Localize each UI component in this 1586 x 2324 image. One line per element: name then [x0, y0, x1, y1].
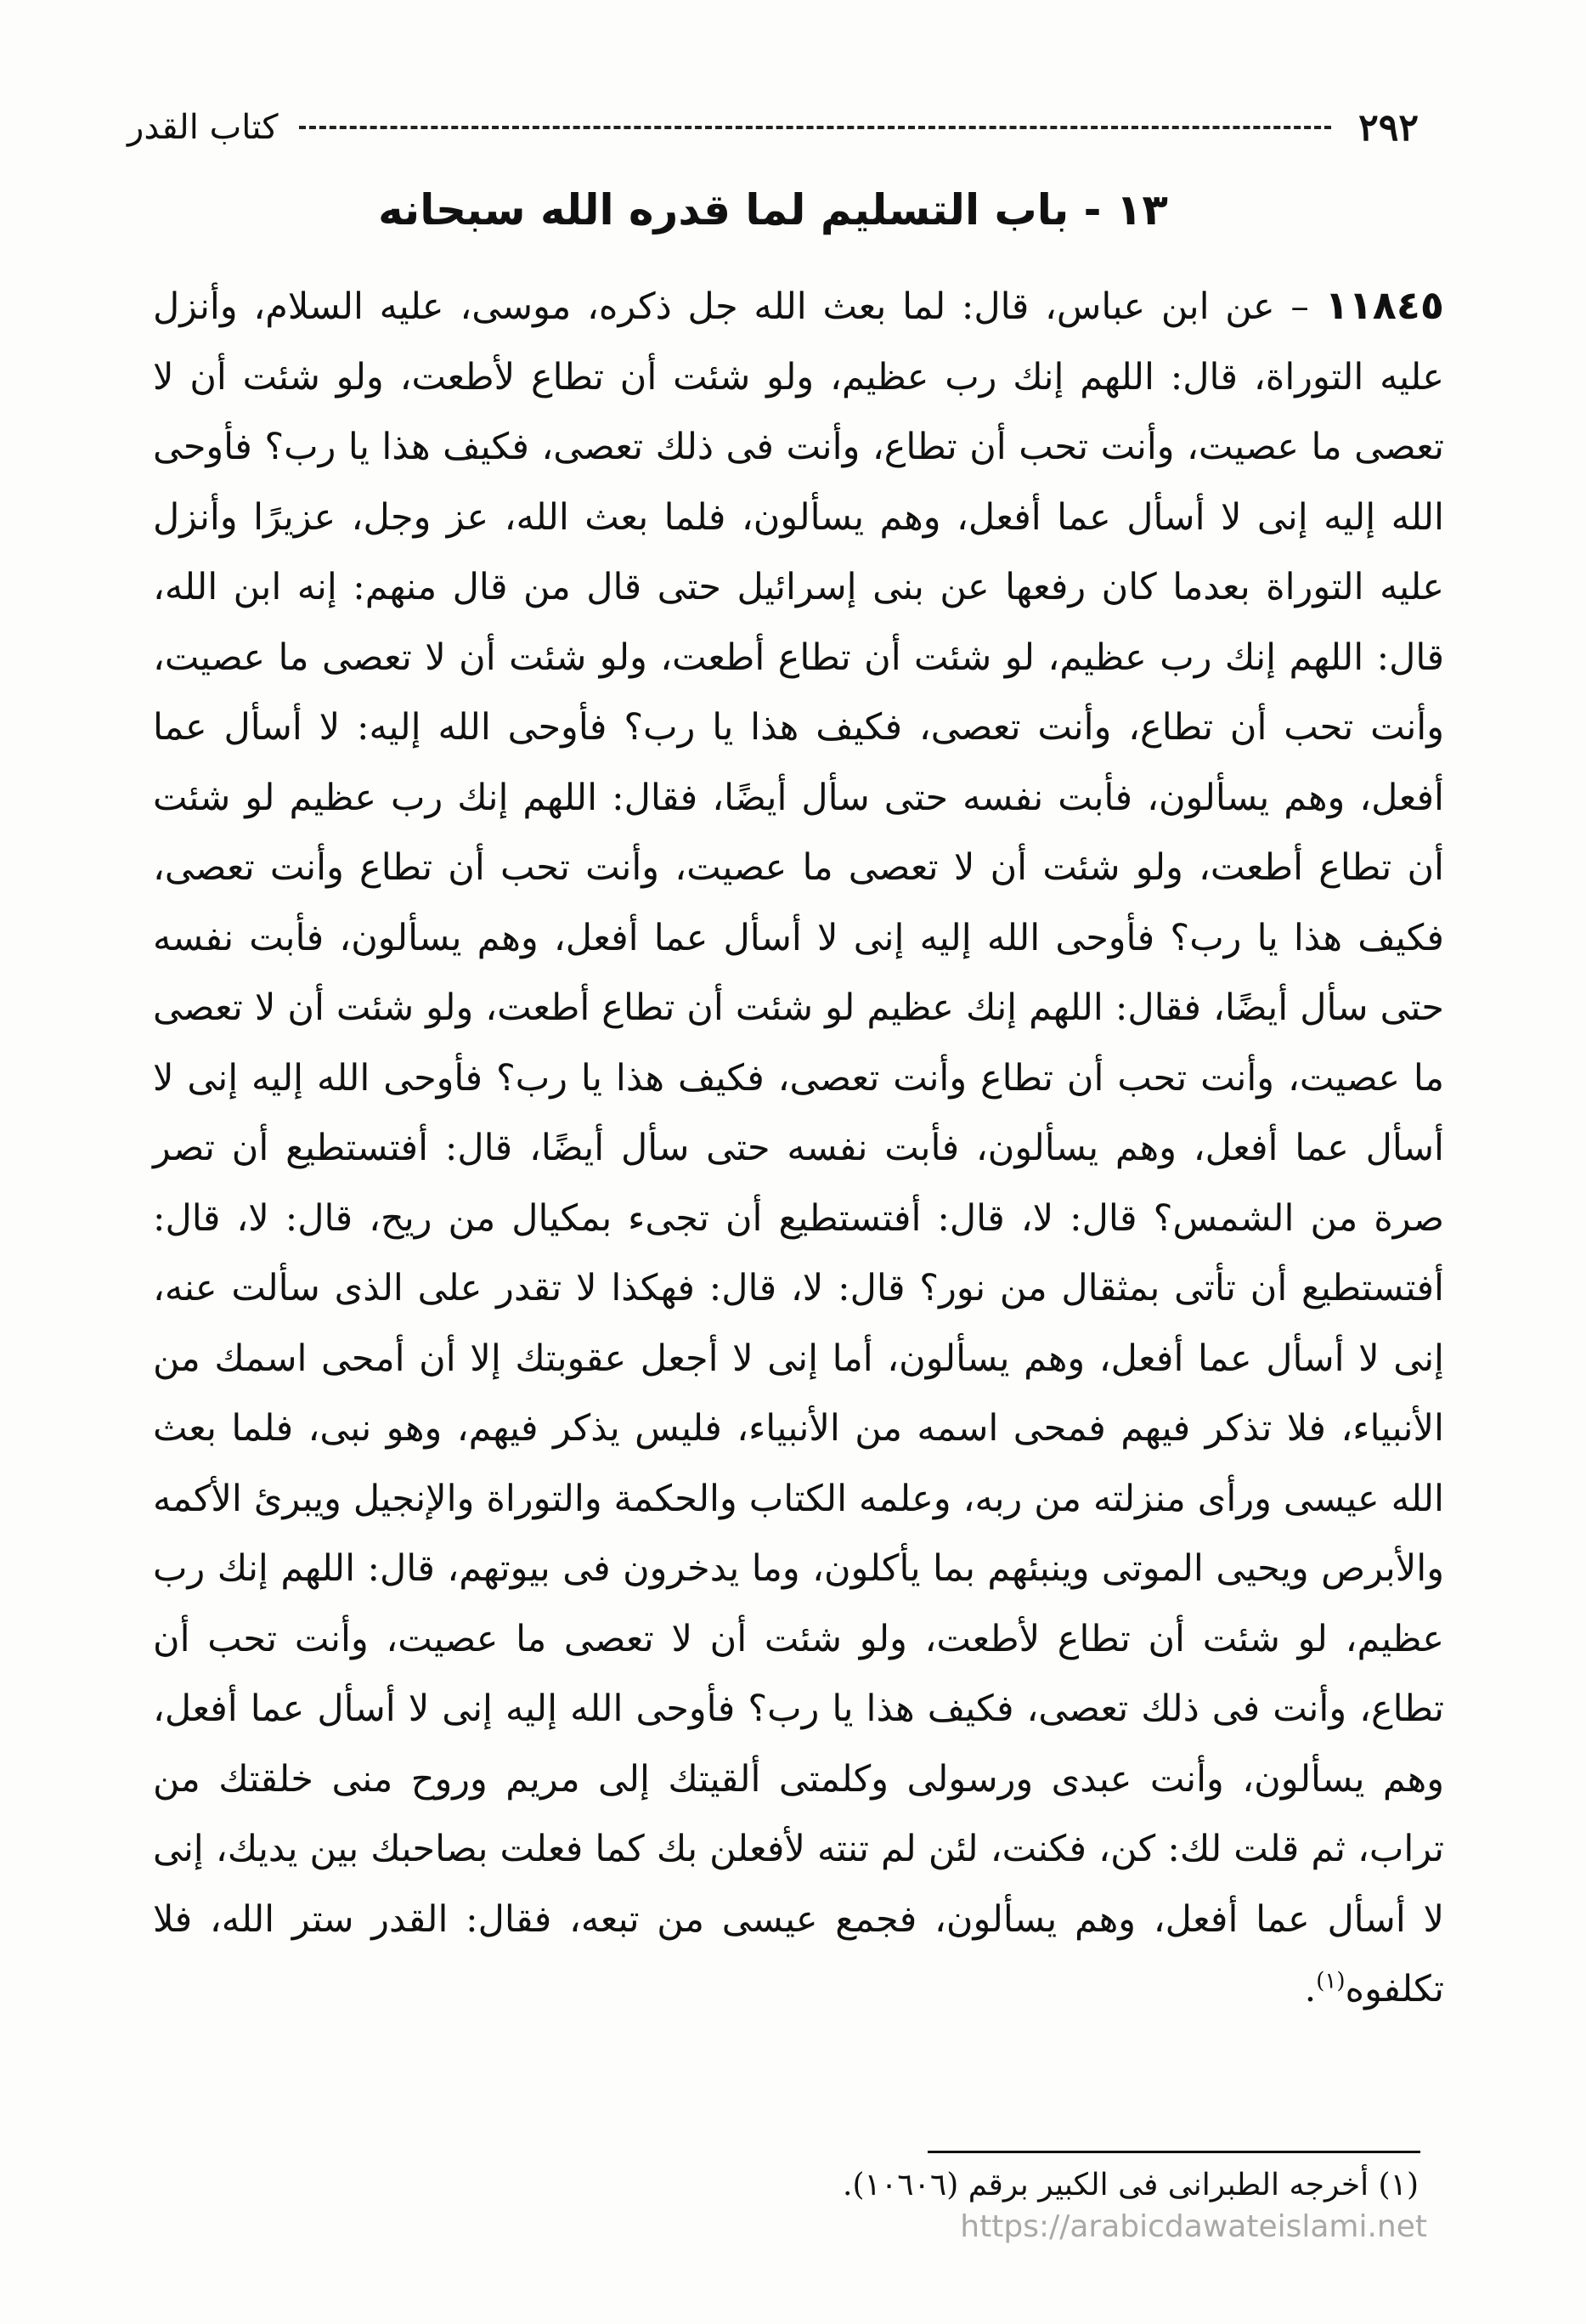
hadith-paragraph — [153, 270, 1444, 2025]
footnote-reference: (١) — [1316, 1968, 1346, 1994]
page-number: ٢٩٢ — [1358, 105, 1419, 150]
footnote: (١) أخرجه الطبرانى فى الكبير برقم (١٠٦٠٦). — [843, 2168, 1419, 2202]
hadith-text: – عن ابن عباس، قال: لما بعث الله جل ذكره، موسى، عليه السلام، وأنزل عليه التوراة، قال: اللهم إنك رب عظيم، ولو شئت أن تطاع لأطعت، ولو شئت أن لا تعصى ما عصيت، وأنت تحب أن تطاع، وأنت فى ذلك تعصى، فكيف هذا يا رب؟ فأوحى الله إليه إنى لا أسأل عما أفعل، وهم يسألون، فلما بعث الله، عز وجل، عزيرًا وأنزل عليه التوراة بعدما كان رفعها عن بنى إسرائيل حتى قال من قال منهم: إنه ابن الله، قال: اللهم إنك رب عظيم، لو شئت أن تطاع أطعت، ولو شئت أن لا تعصى ما عصيت، وأنت تحب أن تطاع، وأنت تعصى، فكيف هذا يا رب؟ فأوحى الله إليه: لا أسأل عما أفعل، وهم يسألون، فأبت نفسه حتى سأل أيضًا، فقال: اللهم إنك رب عظيم لو شئت أن تطاع أطعت، ولو شئت أن لا تعصى ما عصيت، وأنت تحب أن تطاع وأنت تعصى، فكيف هذا يا رب؟ فأوحى الله إليه إنى لا أسأل عما أفعل، وهم يسألون، فأبت نفسه حتى سأل أيضًا، فقال: اللهم إنك عظيم لو شئت أن تطاع أطعت، ولو شئت أن لا تعصى ما عصيت، وأنت تحب أن تطاع وأنت تعصى، فكيف هذا يا رب؟ فأوحى الله إليه إنى لا أسأل عما أفعل، وهم يسألون، فأبت نفسه حتى سأل أيضًا، قال: أفتستطيع أن تصر صرة من الشمس؟ قال: لا، قال: أفتستطيع أن تجىء بمكيال من ريح، قال: لا، قال: أفتستطيع أن تأتى بمثقال من نور؟ قال: لا، قال: فهكذا لا تقدر على الذى سألت عنه، إنى لا أسأل عما أفعل، وهم يسألون، أما إنى لا أجعل عقوبتك إلا أن أمحى اسمك من الأنبياء، فلا تذكر فيهم فمحى اسمه من الأنبياء، فليس يذكر فيهم، وهو نبى، فلما بعث الله عيسى ورأى منزلته من ربه، وعلمه الكتاب والحكمة والتوراة والإنجيل ويبرئ الأكمه والأبرص ويحيى الموتى وينبئهم بما يأكلون، وما يدخرون فى بيوتهم، قال: اللهم إنك رب عظيم، لو شئت أن تطاع لأطعت، ولو شئت أن لا تعصى ما عصيت، وأنت تحب أن تطاع، وأنت فى ذلك تعصى، فكيف هذا يا رب؟ فأوحى الله إليه إنى لا أسأل عما أفعل، وهم يسألون، وأنت عبدى ورسولى وكلمتى ألقيتك إلى مريم وروح منى خلقتك من تراب، ثم قلت لك: كن، فكنت، لئن لم تنته لأفعلن بك كما فعلت بصاحبك بين يديك، إنى لا أسأل عما أفعل، وهم يسألون، فجمع عيسى من تبعه، فقال: القدر ستر الله، فلا تكلفوه — [153, 286, 1445, 2010]
hadith-closing: . — [1304, 1968, 1317, 2010]
footnote-separator — [928, 2151, 1420, 2153]
watermark-url: https://arabicdawateislami.net — [960, 2209, 1427, 2244]
hadith-number: ١١٨٤٥ — [1324, 282, 1444, 328]
book-title: كتاب القدر — [127, 108, 279, 147]
running-header — [127, 98, 1419, 157]
header-dashed-rule — [299, 126, 1332, 129]
chapter-heading: ١٣ - باب التسليم لما قدره الله سبحانه — [378, 185, 1168, 235]
